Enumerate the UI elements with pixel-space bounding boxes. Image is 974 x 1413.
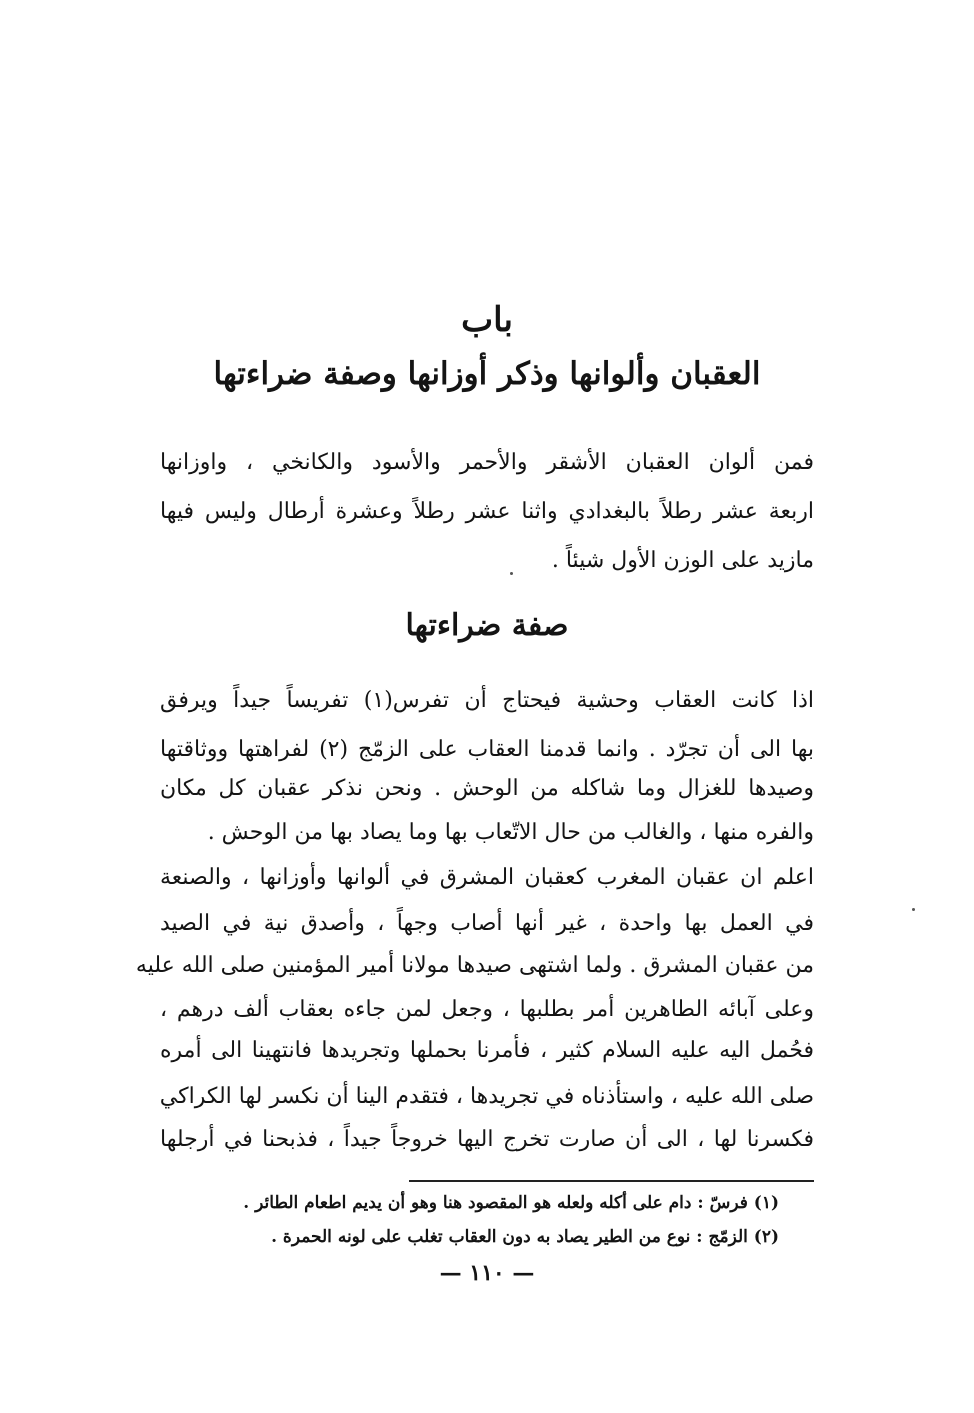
paragraph-line: وصيدها للغزال وما شاكله من الوحش . ونحن نذكر عقبان كل مكان bbox=[160, 776, 814, 801]
paragraph-line: وعلى آبائه الطاهرين أمر بطلبها ، وجعل لمن جاءه بعقاب ألف درهم ، bbox=[160, 997, 814, 1022]
paragraph-line: اعلم ان عقبان المغرب كعقبان المشرق في ألوانها وأوزانها ، والصنعة bbox=[160, 865, 814, 890]
intro-line: اربعة عشر رطلاً بالبغدادي واثنا عشر رطلاً وعشرة أرطال وليس فيها bbox=[160, 499, 814, 524]
page-number: — ١١٠ — bbox=[439, 1260, 535, 1286]
paragraph-line: من عقبان المشرق . ولما اشتهى صيدها مولانا أمير المؤمنين صلى الله عليه bbox=[135, 953, 814, 978]
chapter-label: باب bbox=[461, 300, 513, 340]
paragraph-line: صلى الله عليه ، واستأذناه في تجريدها ، فتقدم الينا أن نكسر لها الكراكي bbox=[159, 1084, 814, 1109]
footnote-2: (٢) الزمّج : نوع من الطير يصاد به دون العقاب تغلب على لونه الحمرة . bbox=[271, 1227, 779, 1247]
paragraph-line: اذا كانت العقاب وحشية فيحتاج أن تفرس(١) تفريساً جيداً ويرفق bbox=[160, 688, 814, 713]
paragraph-line: بها الى أن تجرّد . وانما قدمنا العقاب على الزمّج (٢) لفراهتها ووثاقتها bbox=[160, 737, 814, 762]
scan-speck bbox=[912, 908, 915, 911]
paragraph-line: فحُمل اليه عليه السلام كثير ، فأمرنا بحملها وتجريدها فانتهينا الى أمره bbox=[160, 1038, 814, 1063]
paragraph-line: فكسرنا لها ، الى أن صارت تخرج اليها خروجاً جيداً ، فذبحنا في أرجلها bbox=[160, 1127, 814, 1152]
paragraph-line: والفره منها ، والغالب من حال الاتّعاب بها وما يصاد بها من الوحش . bbox=[207, 820, 814, 845]
intro-line: فمن ألوان العقبان الأشقر والأحمر والأسود والكانخي ، واوزانها bbox=[160, 450, 814, 475]
chapter-title: العقبان وألوانها وذكر أوزانها وصفة ضراءتها bbox=[213, 356, 761, 392]
paragraph-line: في العمل بها واحدة ، غير أنها أصاب وجهاً ، وأصدق نية في الصيد bbox=[160, 911, 814, 936]
scan-speck bbox=[510, 572, 513, 575]
intro-line: مازيد على الوزن الأول شيئاً . bbox=[551, 548, 814, 573]
footnote-1: (١) فرسّ : دام على أكله ولعله هو المقصود هنا وهو أن يديم اطعام الطائر . bbox=[243, 1193, 779, 1213]
section-title: صفة ضراءتها bbox=[405, 608, 569, 643]
footnote-divider bbox=[409, 1180, 814, 1182]
